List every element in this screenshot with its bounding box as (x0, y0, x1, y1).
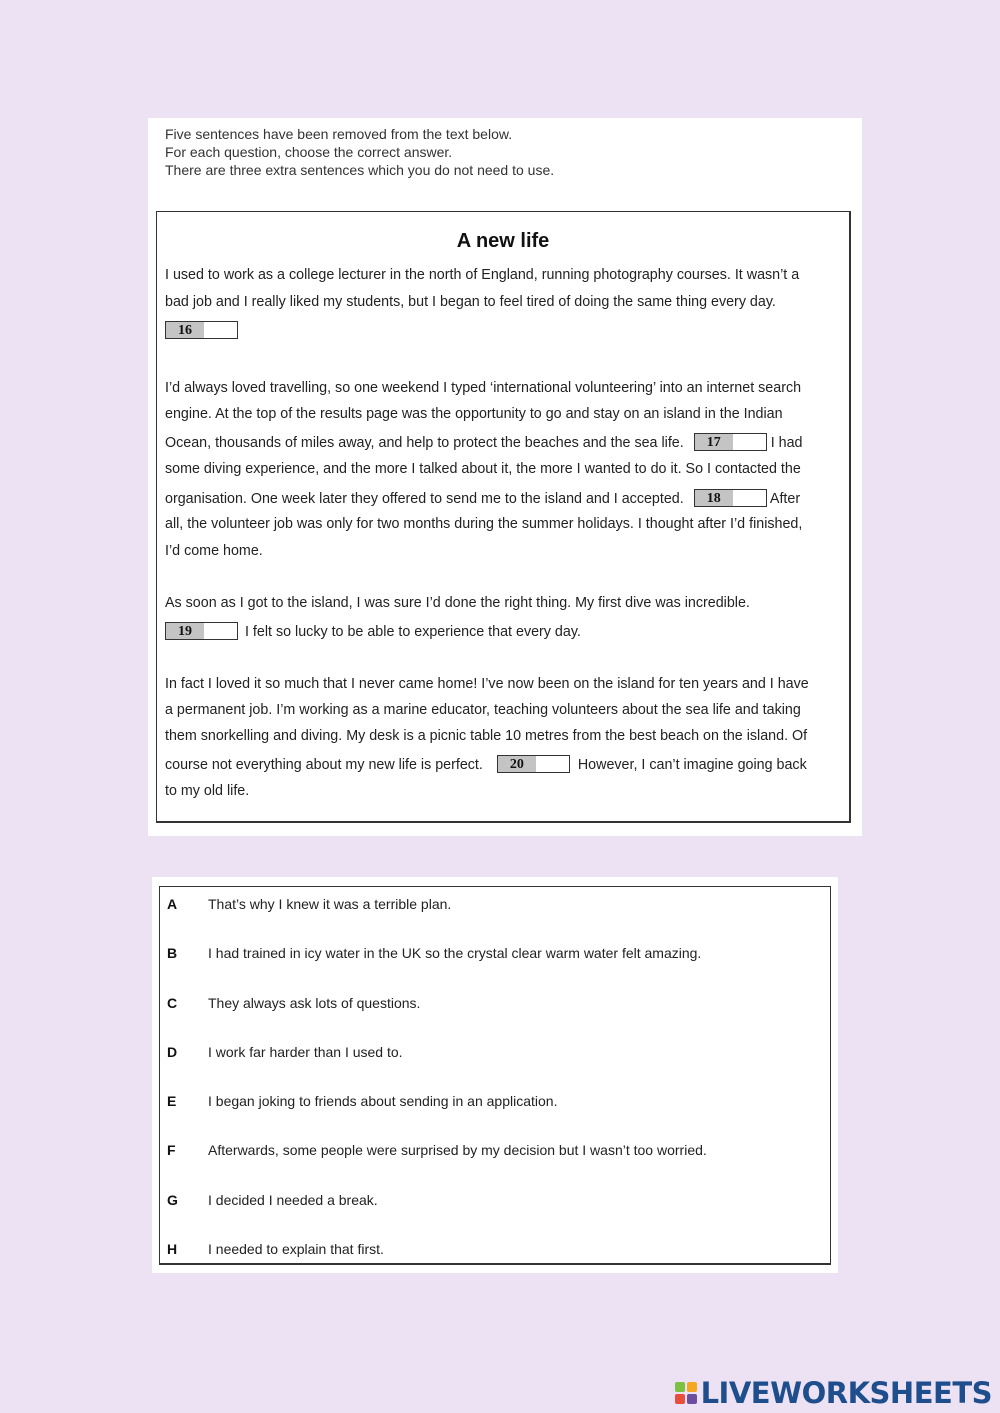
liveworksheets-logo-icon (675, 1382, 697, 1404)
option-text: I decided I needed a break. (208, 1192, 378, 1208)
story-line: I’d always loved travelling, so one weekend I typed ‘international volunteering’ into an internet search (165, 380, 802, 396)
gap-number: 20 (498, 756, 536, 772)
story-text: organisation. One week later they offered to send me to the island and I accepted. (165, 491, 684, 507)
instruction-line: For each question, choose the correct answer. (165, 144, 453, 160)
option-text: They always ask lots of questions. (208, 995, 421, 1011)
instructions (165, 125, 554, 179)
story-text: course not everything about my new life is perfect. (165, 757, 483, 773)
story-line: them snorkelling and diving. My desk is a picnic table 10 metres from the best beach on the island. Of (165, 728, 808, 744)
exercise-sheet (148, 118, 862, 836)
option-text: I needed to explain that first. (208, 1241, 384, 1257)
story-text: After (769, 491, 801, 507)
story-text: Ocean, thousands of miles away, and help to protect the beaches and the sea life. (165, 435, 684, 451)
story-box (156, 211, 851, 823)
option-text: I work far harder than I used to. (208, 1044, 403, 1060)
story-line: to my old life. (165, 783, 250, 799)
option-text: I began joking to friends about sending in an application. (208, 1093, 558, 1109)
option-letter: G (167, 1192, 178, 1208)
story-paragraph-line (165, 433, 803, 451)
answer-gap-17[interactable] (694, 433, 767, 451)
gap-number: 19 (166, 623, 204, 639)
answer-gap-19[interactable] (165, 622, 238, 640)
instruction-line: Five sentences have been removed from the text below. (165, 126, 513, 142)
option-text: That’s why I knew it was a terrible plan. (208, 896, 452, 912)
story-paragraph-line (165, 622, 581, 640)
story-line: In fact I loved it so much that I never came home! I’ve now been on the island for ten years and I have (165, 676, 809, 692)
liveworksheets-brand[interactable] (675, 1376, 992, 1410)
gap-number: 18 (695, 490, 733, 506)
story-paragraph-line (165, 755, 807, 773)
gap-number: 16 (166, 322, 204, 338)
answer-gap-16[interactable] (165, 321, 238, 339)
option-letter: F (167, 1142, 176, 1158)
option-letter: D (167, 1044, 178, 1060)
option-text: Afterwards, some people were surprised by my decision but I wasn’t too worried. (208, 1142, 707, 1158)
story-line: I’d come home. (165, 543, 263, 559)
option-letter: C (167, 995, 178, 1011)
story-text: I felt so lucky to be able to experience that every day. (244, 624, 581, 640)
story-line: all, the volunteer job was only for two months during the summer holidays. I thought after I’d finished, (165, 516, 803, 532)
option-letter: B (167, 945, 178, 961)
gap-number: 17 (695, 434, 733, 450)
option-text: I had trained in icy water in the UK so the crystal clear warm water felt amazing. (208, 945, 702, 961)
story-text: I had (770, 435, 803, 451)
story-line: As soon as I got to the island, I was sure I’d done the right thing. My first dive was incredible. (165, 595, 750, 611)
brand-name: LIVEWORKSHEETS (700, 1376, 992, 1410)
option-letter: E (167, 1093, 177, 1109)
options-sheet (152, 877, 838, 1273)
story-line: engine. At the top of the results page was the opportunity to go and stay on an island in the Indian (165, 406, 783, 422)
story-line: bad job and I really liked my students, but I began to feel tired of doing the same thing every day. (165, 294, 776, 310)
option-letter: H (167, 1241, 178, 1257)
answer-gap-18[interactable] (694, 489, 767, 507)
story-text: However, I can’t imagine going back (577, 757, 807, 773)
option-letter: A (167, 896, 178, 912)
story-title: A new life (456, 230, 550, 252)
instruction-line: There are three extra sentences which you do not need to use. (165, 162, 555, 178)
answer-gap-20[interactable] (497, 755, 570, 773)
options-box (159, 886, 831, 1265)
story-line: I used to work as a college lecturer in the north of England, running photography courses. It wasn’t a (165, 267, 800, 283)
story-paragraph-line (165, 489, 800, 507)
story-line: some diving experience, and the more I talked about it, the more I wanted to do it. So I contacted the (165, 461, 801, 477)
story-line: a permanent job. I’m working as a marine educator, teaching volunteers about the sea life and taking (165, 702, 801, 718)
